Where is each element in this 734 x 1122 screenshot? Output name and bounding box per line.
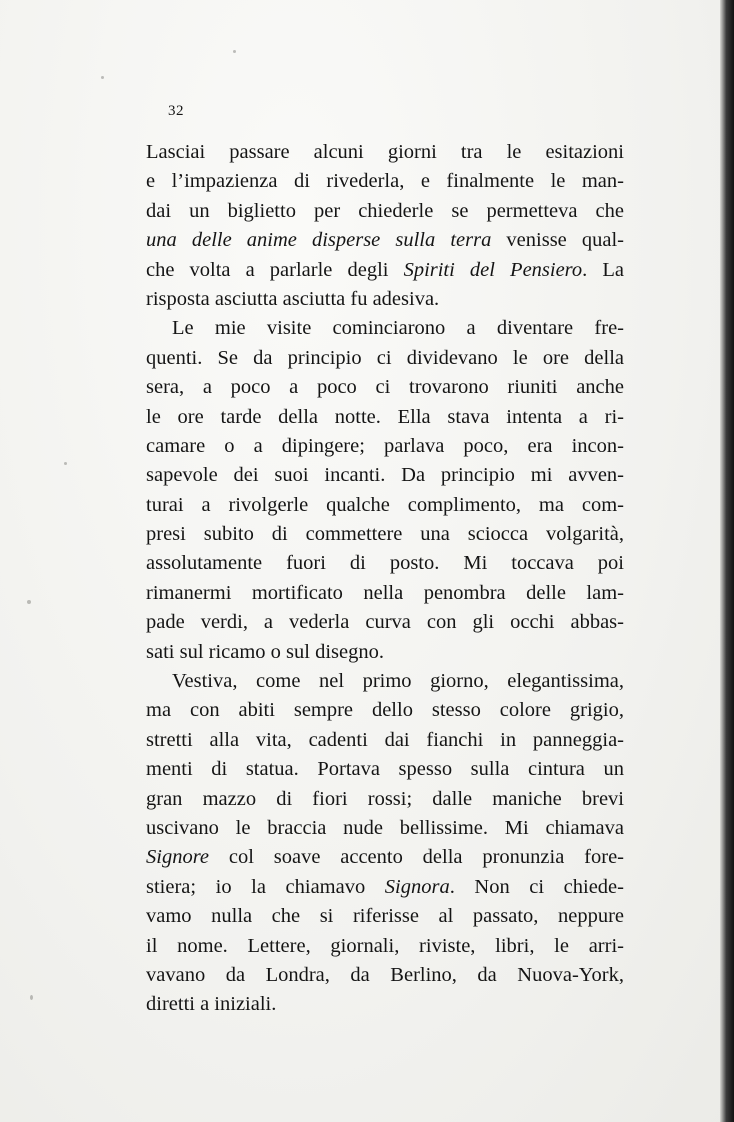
text-segment: Vestiva, come nel primo giorno, elegantissima, [172,670,624,693]
text-line [146,814,624,843]
text-segment: Lasciai passare alcuni giorni tra le esitazioni [146,141,624,163]
text-line [146,197,624,226]
text-line [146,285,624,314]
text-segment: dai un biglietto per chiederle se permetteva che [146,199,624,222]
text-segment: stiera; io la chiamavo [146,875,385,898]
book-spine-shadow [720,0,734,1122]
text-segment: il nome. Lettere, giornali, riviste, libri, le arri- [146,934,624,957]
text-segment: uscivano le braccia nude bellissime. Mi chiamava [146,816,624,839]
text-line [146,932,624,961]
paper-speck [27,600,31,604]
text-segment: quenti. Se da principio ci dividevano le ore della [146,346,624,369]
text-line [146,520,624,549]
text-segment: presi subito di commettere una sciocca volgarità, [146,523,624,546]
text-line [146,226,624,255]
text-line [146,961,624,990]
text-segment: vamo nulla che si riferisse al passato, neppure [146,905,624,928]
text-line [146,902,624,931]
text-line [146,344,624,373]
text-segment: pade verdi, a vederla curva con gli occhi abbas- [146,611,624,634]
text-segment: sapevole dei suoi incanti. Da principio mi avven- [146,464,624,487]
text-segment: Le mie visite cominciarono a diventare fre- [172,317,624,340]
text-segment: . La [582,258,624,281]
text-segment: sera, a poco a poco ci trovarono riuniti anche [146,376,624,399]
italic-text: Signore [146,846,210,869]
text-line [146,785,624,814]
text-segment: diretti a iniziali. [146,993,277,1016]
text-segment: menti di statua. Portava spesso sulla cintura un [146,758,624,781]
paper-speck [30,995,33,1000]
page-number: 32 [168,103,184,119]
text-segment: gran mazzo di fiori rossi; dalle maniche brevi [146,787,624,810]
text-line [146,579,624,608]
text-segment: risposta asciutta asciutta fu adesiva. [146,287,440,310]
text-line [146,638,624,667]
text-segment: col soave accento della pronunzia fore- [209,846,624,869]
text-line [146,403,624,432]
text-segment: venisse qual- [491,229,624,252]
text-line [146,696,624,725]
text-segment: camare o a dipingere; parlava poco, era incon- [146,434,624,457]
italic-text: Signora [384,875,450,898]
text-line [146,843,624,872]
italic-text: una delle anime disperse sulla terra [146,229,492,252]
text-line [146,667,624,696]
text-line [146,138,624,167]
text-line [146,608,624,637]
text-line [146,755,624,784]
text-segment: turai a rivolgerle qualche complimento, ma com- [146,493,624,516]
text-segment: le ore tarde della notte. Ella stava intenta a ri- [146,405,624,428]
text-line [146,990,624,1019]
text-line [146,873,624,902]
text-segment: . Non ci chiede- [449,875,624,898]
italic-text: Spiriti del Pensiero [403,258,583,281]
text-line [146,314,624,343]
text-line [146,726,624,755]
text-line [146,373,624,402]
text-segment: sati sul ricamo o sul disegno. [146,640,385,663]
text-line [146,256,624,285]
text-line [146,167,624,196]
text-segment: e l’impazienza di rivederla, e finalmente le man- [146,170,624,193]
text-line [146,549,624,578]
text-segment: assolutamente fuori di posto. Mi toccava poi [146,552,624,575]
paper-speck [101,76,104,79]
text-segment: ma con abiti sempre dello stesso colore grigio, [146,699,624,722]
paper-speck [64,462,67,465]
text-line [146,461,624,490]
text-segment: che volta a parlarle degli [146,258,404,281]
text-segment: vavano da Londra, da Berlino, da Nuova-York, [146,963,624,986]
body-text [146,138,624,1020]
paper-speck [233,50,236,53]
text-segment: stretti alla vita, cadenti dai fianchi in panneggia- [146,728,624,751]
text-line [146,491,624,520]
text-segment: rimanermi mortificato nella penombra delle lam- [146,581,624,604]
text-line [146,432,624,461]
